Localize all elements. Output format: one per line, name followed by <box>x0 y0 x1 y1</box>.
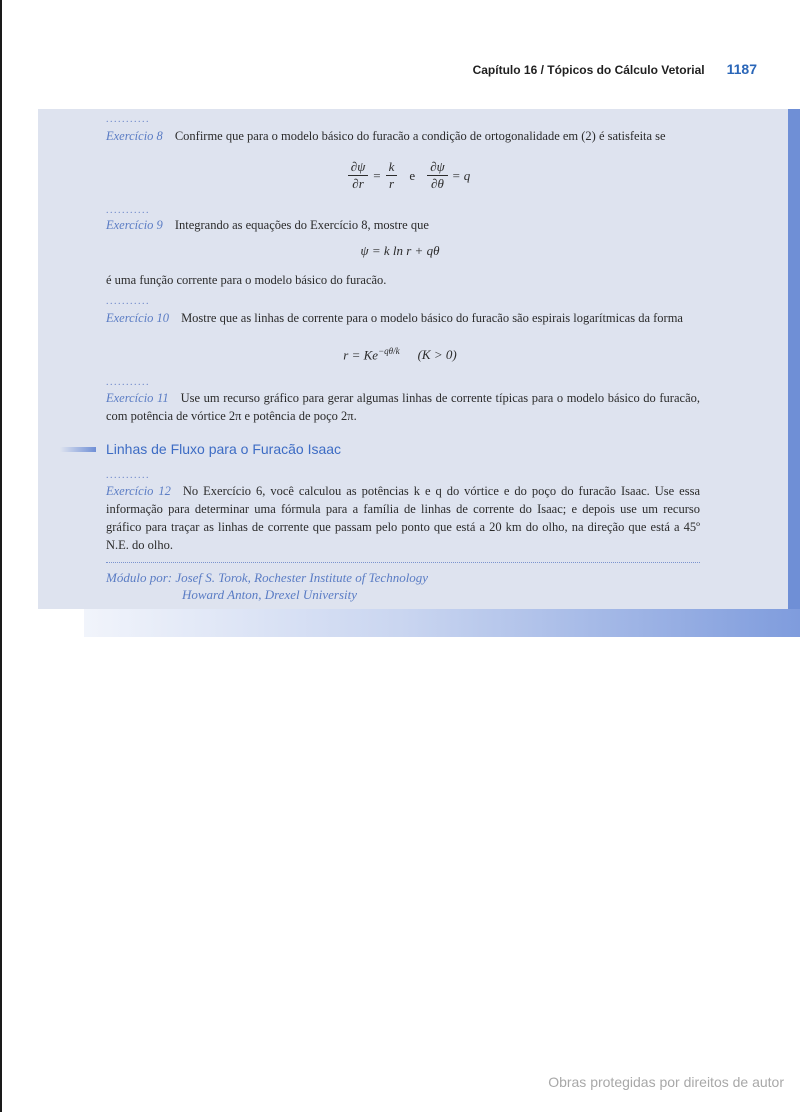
exercise-11 <box>106 389 700 425</box>
exercise-12 <box>106 482 700 554</box>
fraction-dpsi-dr: $\frac{\partial\psi}{\partial r}$ <box>348 159 369 192</box>
page-number: 1187 <box>726 61 757 77</box>
section-marker-bar <box>60 447 96 452</box>
exercise-11-text: Use um recurso gráfico para gerar algumas linhas de corrente típicas para o modelo básico do furacão, com potência de vórtice 2π e potência de poço 2π. <box>106 391 700 423</box>
fraction-k-r: $\frac{k}{r}$ <box>386 159 398 192</box>
equation-8: $\frac{\partial\psi}{\partial r}$ = $\frac{k}{r}$ e $\frac{\partial\psi}{\partial\theta}$ = q <box>334 159 484 192</box>
module-credit-line-1: Módulo por: Josef S. Torok, Rochester Institute of Technology <box>106 570 429 585</box>
exercise-10-label: Exercício 10 <box>106 311 170 325</box>
exercise-10 <box>106 309 700 327</box>
page-left-edge <box>0 0 2 1112</box>
exercise-11-label: Exercício 11 <box>106 391 169 405</box>
exercise-12-text: No Exercício 6, você calculou as potências k e q do vórtice e do poço do furacão Isaac. Use essa informação para determinar uma fórmula para a família de linhas de corrente do Isaac; e depois use um recurso gráfico para traçar as linhas de corrente que passam pelo ponto que está a 20 km do olho, na direção que está a 45º N.E. do olho. <box>106 484 700 552</box>
copyright-watermark: Obras protegidas por direitos de autor <box>548 1074 784 1090</box>
exercise-9-dots: ........... <box>106 205 150 216</box>
exercise-10-text: Mostre que as linhas de corrente para o modelo básico do furacão são espirais logarítmicas da forma <box>181 311 683 325</box>
exercise-10-dots: ........... <box>106 296 150 307</box>
equation-9: ψ = k ln r + qθ <box>360 243 440 258</box>
module-credit-line-2: Howard Anton, Drexel University <box>182 587 357 602</box>
equation-10: $r = Ke^{-q\theta/k}$ (K > 0) <box>343 346 457 363</box>
exercise-11-dots: ........... <box>106 377 150 388</box>
exercise-8-label: Exercício 8 <box>106 129 163 143</box>
exercise-9 <box>106 216 700 234</box>
module-divider <box>106 562 700 563</box>
panel-accent-bar <box>788 109 800 609</box>
exercise-9-label: Exercício 9 <box>106 218 163 232</box>
exercise-12-dots: ........... <box>106 470 150 481</box>
section-title: Linhas de Fluxo para o Furacão Isaac <box>106 441 342 457</box>
exercise-9-conclusion: é uma função corrente para o modelo básico do furacão. <box>106 273 387 287</box>
fraction-dpsi-dtheta: $\frac{\partial\psi}{\partial\theta}$ <box>427 159 448 192</box>
exercise-12-label: Exercício 12 <box>106 484 171 498</box>
bottom-gradient-band <box>84 609 800 637</box>
running-head <box>0 61 757 77</box>
exercise-8-text: Confirme que para o modelo básico do furacão a condição de ortogonalidade em (2) é satisfeita se <box>174 129 666 143</box>
exercise-9-text: Integrando as equações do Exercício 8, mostre que <box>174 218 429 232</box>
exercise-8-dots: ........... <box>106 114 150 125</box>
chapter-title: Capítulo 16 / Tópicos do Cálculo Vetorial <box>472 63 705 77</box>
exercise-8 <box>106 127 700 145</box>
